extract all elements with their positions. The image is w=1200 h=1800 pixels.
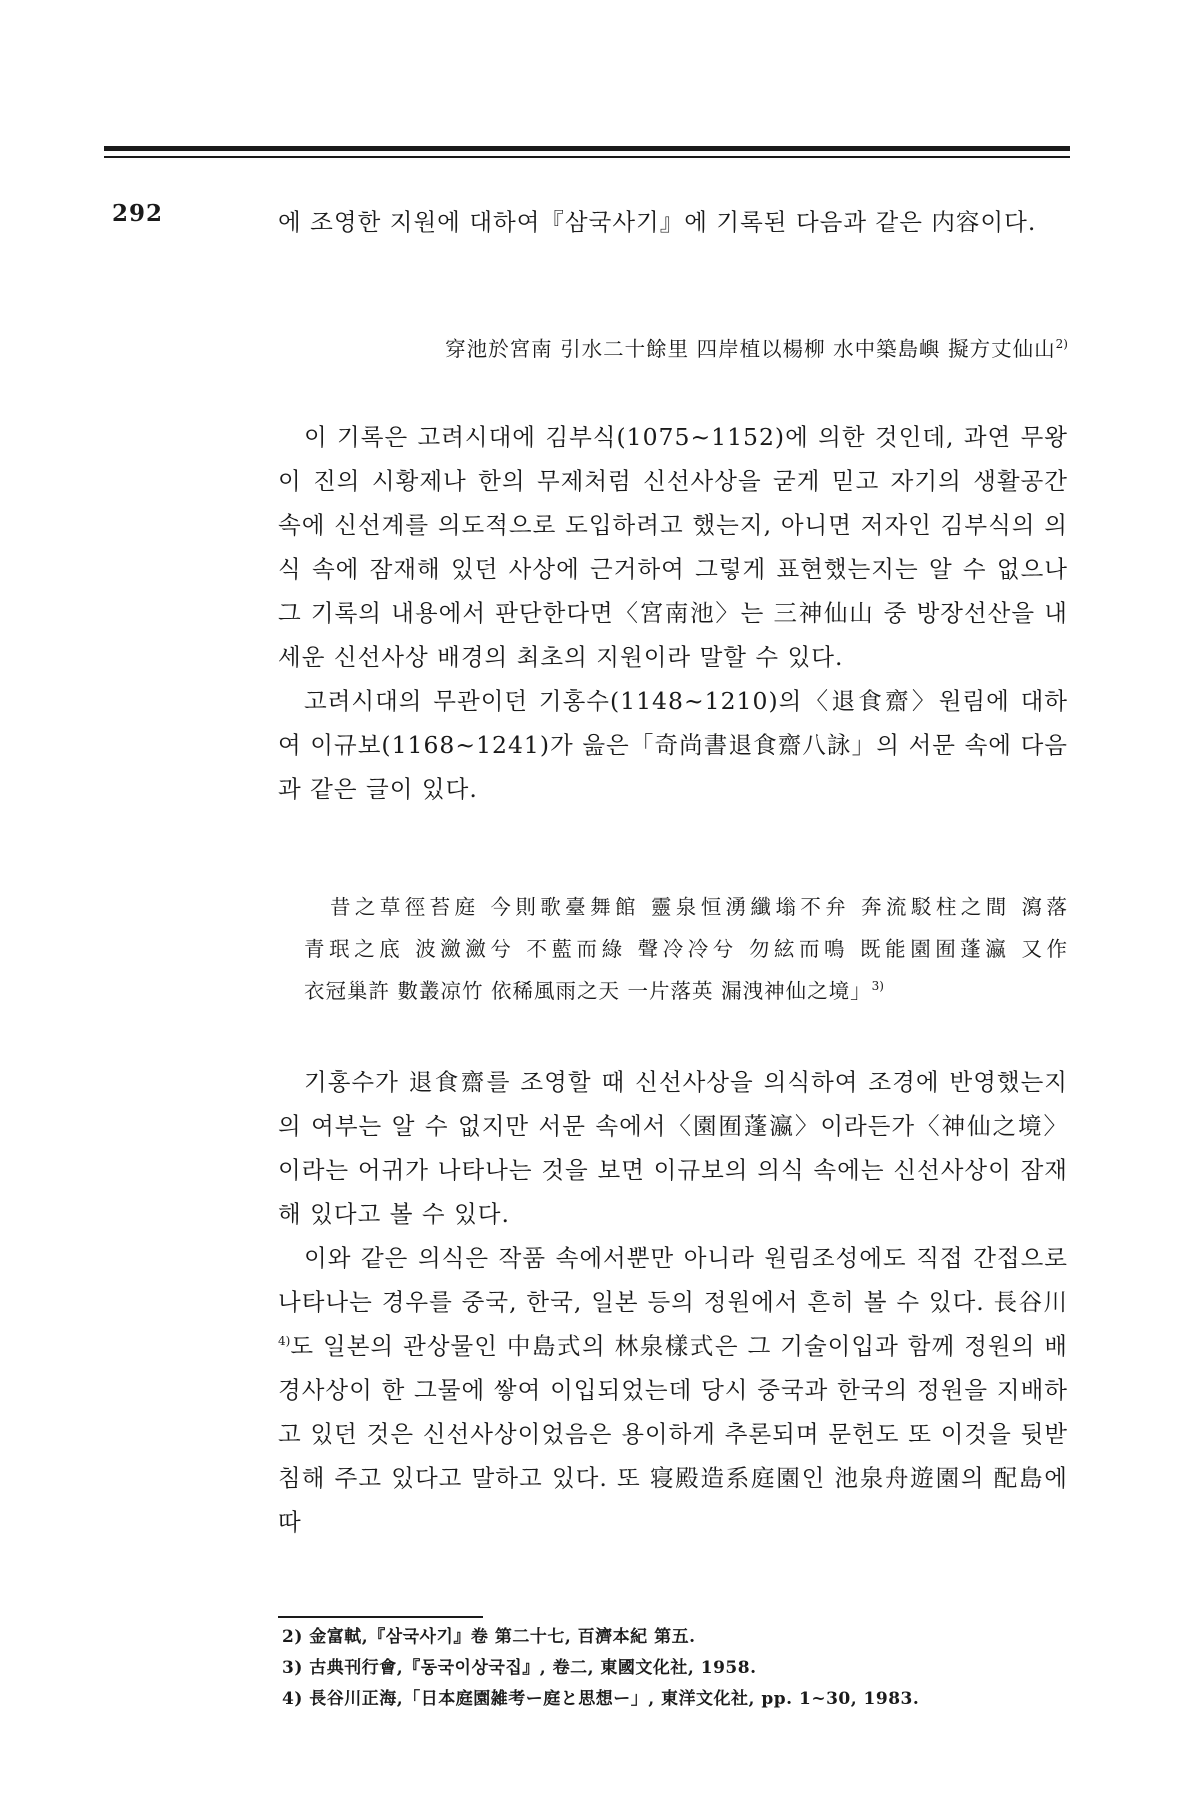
paragraph-4 xyxy=(278,1236,1068,1544)
intro-text: 에 조영한 지원에 대하여『삼국사기』에 기록된 다음과 같은 内容이다. xyxy=(278,208,1037,236)
footnotes xyxy=(282,1622,1072,1715)
header-rule-thick xyxy=(104,146,1070,151)
main-text-block-1 xyxy=(278,415,1068,811)
page-number: 292 xyxy=(112,200,164,227)
quote2-line-3-wrap xyxy=(278,970,1068,1012)
footnote-3: 3) 古典刊行會,『동국이상국집』, 卷二, 東國文化社, 1958. xyxy=(282,1658,757,1678)
main-text-block-2 xyxy=(278,1060,1068,1544)
paragraph-4-part-2: 도 일본의 관상물인 中島式의 林泉樣式은 그 기술이입과 함께 정원의 배경사상이 한 그물에 쌓여 이입되었는데 당시 중국과 한국의 정원을 지배하고 있던 것은 신선사상이었음은 용이하게 추론되며 문헌도 또 이것을 뒷받침해 주고 있다고 말하고 있다. 또 寝殿造系庭園인 池泉舟遊園의 配島에 따 xyxy=(278,1332,1068,1536)
paragraph-2: 고려시대의 무관이던 기홍수(1148~1210)의〈退食齋〉원림에 대하여 이규보(1168~1241)가 읊은「奇尚書退食齋八詠」의 서문 속에 다음과 같은 글이 있다. xyxy=(278,687,1068,803)
footnote-2: 2) 金富軾,『삼국사기』卷 第二十七, 百濟本紀 第五. xyxy=(282,1627,696,1647)
footnote-ref-2: 2) xyxy=(1055,337,1068,352)
intro-paragraph xyxy=(278,200,1068,244)
quote2-line-3: 衣冠巢許 數叢凉竹 依稀風雨之天 一片落英 漏洩神仙之境」 xyxy=(304,979,872,1003)
footnote-4: 4) 長谷川正海,「日本庭園雑考ー庭と思想ー」, 東洋文化社, pp. 1~30, 1983. xyxy=(282,1689,920,1709)
quote2-line-2: 青珉之底 波瀲瀲兮 不藍而綠 聲冷冷兮 勿絃而鳴 既能園囿蓬瀛 又作 xyxy=(304,937,1068,961)
quote1-text: 穿池於宮南 引水二十餘里 四岸植以楊柳 水中築島嶼 擬方丈仙山 xyxy=(445,337,1056,361)
footnote-ref-3: 3) xyxy=(871,979,884,994)
footnote-ref-4: 4) xyxy=(278,1334,291,1349)
header-rule-thin xyxy=(104,156,1070,158)
quote-gungnamji xyxy=(328,328,1068,370)
paragraph-1: 이 기록은 고려시대에 김부식(1075~1152)에 의한 것인데, 과연 무왕이 진의 시황제나 한의 무제처럼 신선사상을 굳게 믿고 자기의 생활공간 속에 신선계를 의도적으로 도입하려고 했는지, 아니면 저자인 김부식의 의식 속에 잠재해 있던 사상에 근거하여 그렇게 표현했는지는 알 수 없으나 그 기록의 내용에서 판단한다면〈宮南池〉는 三神仙山 중 방장선산을 내세운 신선사상 배경의 최초의 지원이라 말할 수 있다. xyxy=(278,423,1068,671)
quote2-line-1: 昔之草徑苔庭 今則歌臺舞館 靈泉恒湧纖塕不弁 奔流駁柱之間 瀉落 xyxy=(330,895,1068,919)
paragraph-3: 기홍수가 退食齋를 조영할 때 신선사상을 의식하여 조경에 반영했는지의 여부는 알 수 없지만 서문 속에서〈園囿蓬瀛〉이라든가〈神仙之境〉이라는 어귀가 나타나는 것을 보면 이규보의 의식 속에는 신선사상이 잠재해 있다고 볼 수 있다. xyxy=(278,1068,1068,1228)
paragraph-4-part-1: 이와 같은 의식은 작품 속에서뿐만 아니라 원림조성에도 직접 간접으로 나타나는 경우를 중국, 한국, 일본 등의 정원에서 흔히 볼 수 있다. 長谷川 xyxy=(278,1244,1068,1316)
quote-toesikjae xyxy=(278,886,1068,1012)
footnote-divider xyxy=(278,1616,483,1618)
